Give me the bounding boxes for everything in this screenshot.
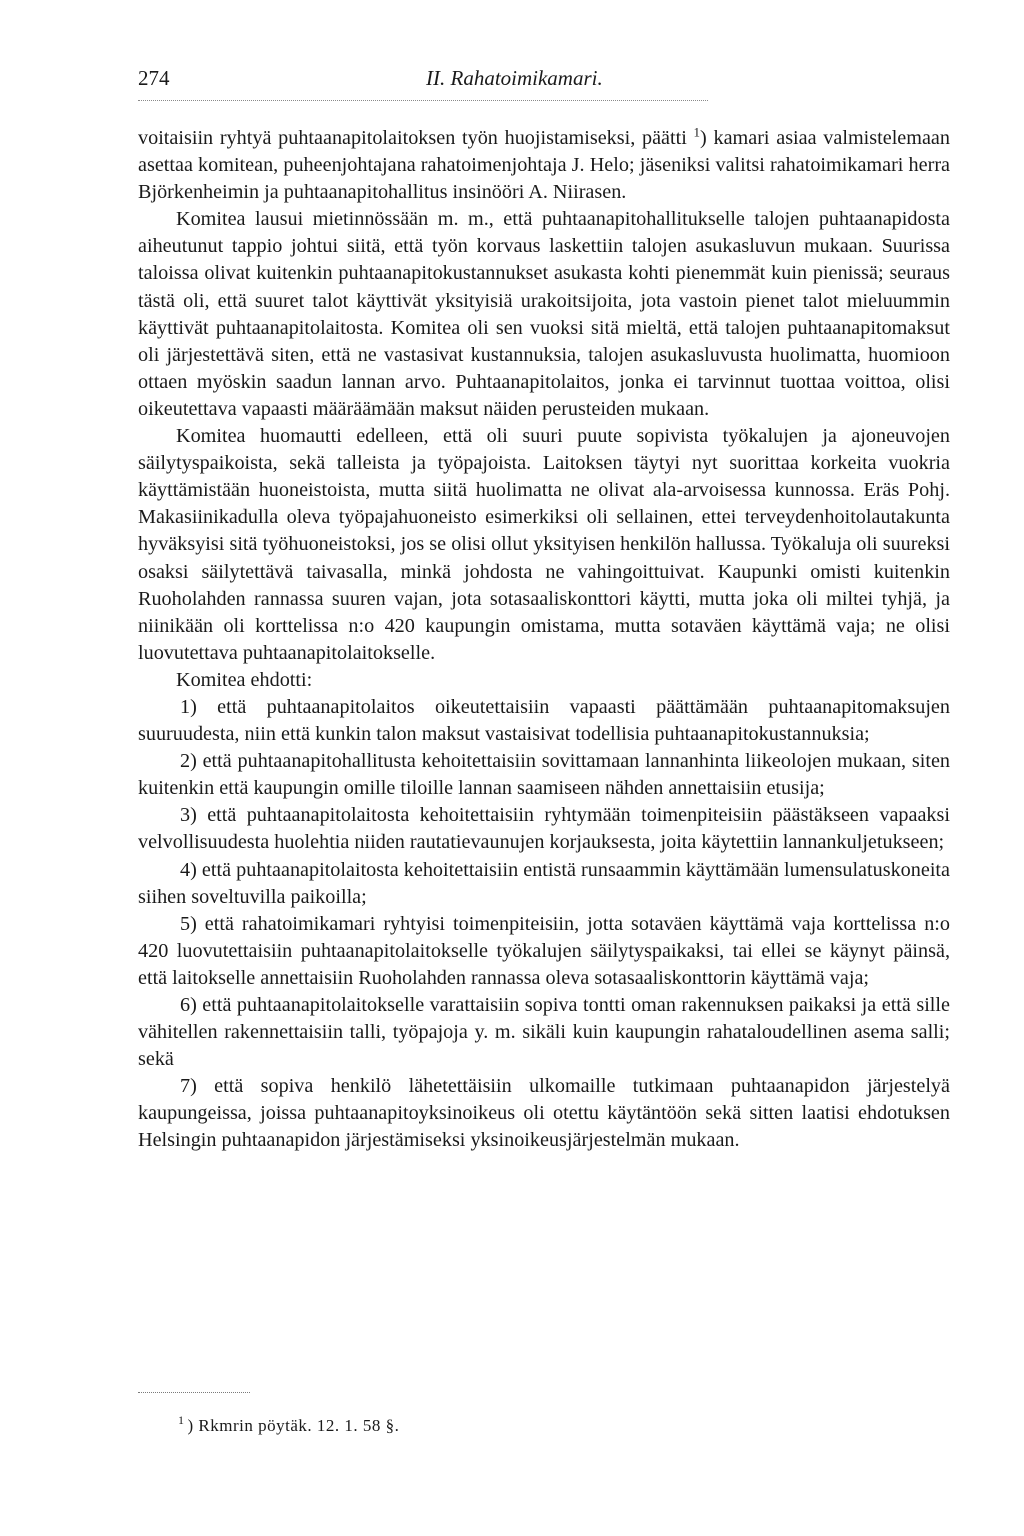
paragraph: Komitea lausui mietinnössään m. m., että puhtaanapitohallitukselle talojen puhtaanapidosta aiheutunut tappio johtui siitä, että työn korvaus laskettiin talojen asukasluvun mukaan. Suurissa taloissa olivat kuitenkin puhtaanapitokustannukset asukasta kohti pienemmät kuin pienissä; seuraus tästä oli, että suuret talot käyttivät yksityisiä urakoitsijoita, jota vastoin pienet talot mieluummin käyttivät puhtaanapitolaitosta. Komitea oli sen vuoksi sitä mieltä, että talojen puhtaanapitomaksut oli järjestettävä siten, että ne vastasivat kustannuksia, talojen asukasluvusta huolimatta, huomioon ottaen myöskin saadun lannan arvo. Puhtaanapitolaitos, jonka ei tarvinnut tuottaa voittoa, olisi oikeutettava vapaasti määräämään maksut näiden perusteiden mukaan. bbox=[138, 208, 950, 420]
footnote-mark: 1 bbox=[178, 1413, 185, 1428]
section-title: II. Rahatoimikamari. bbox=[426, 66, 603, 90]
paragraph bbox=[138, 125, 950, 206]
paragraph: Komitea ehdotti: bbox=[176, 668, 313, 691]
header-rule bbox=[138, 100, 708, 101]
running-head bbox=[138, 66, 958, 96]
list-item: 6) että puhtaanapitolaitokselle varattaisiin sopiva tontti oman rakennuksen paikaksi ja että sille vähitellen rakennettaisiin talli, työpajoja y. m. sikäli kuin kaupungin rahataloudellinen asema salli; sekä bbox=[138, 994, 950, 1071]
footnote bbox=[178, 1415, 399, 1437]
list-item: 1) että puhtaanapitolaitos oikeutettaisiin vapaasti päättämään puhtaanapitomaksujen suuruudesta, niin että kunkin talon maksut vastaisivat todellisia puhtaanapitokustannuksia; bbox=[138, 695, 950, 746]
paragraph-text: ) kamari asiaa valmistelemaan asettaa komitean, puheenjohtajana rahatoimenjohtaja J. Helo; jäseniksi valitsi rahatoimikamari herra Björkenheimin ja puhtaanapitohallitus insinööri A. Niirasen. bbox=[138, 127, 950, 204]
list-item: 2) että puhtaanapitohallitusta kehoitettaisiin sovittamaan lannanhinta liikeolojen mukaan, siten kuitenkin että kaupungin omille tiloille lannan saamiseen nähden annettaisiin etusija; bbox=[138, 750, 950, 800]
list-item: 3) että puhtaanapitolaitosta kehoitettaisiin ryhtymään toimenpiteisiin päästäkseen vapaaksi velvollisuudesta huolehtia niiden rautatievaunujen korjauksesta, joita käytettiin lannankuljetukseen; bbox=[138, 804, 950, 854]
body-text bbox=[138, 125, 950, 1155]
footnote-reference: 1 bbox=[693, 124, 701, 140]
page-number: 274 bbox=[138, 66, 170, 90]
list-item: 5) että rahatoimikamari ryhtyisi toimenpiteisiin, jotta sotaväen käyttämä vaja korttelissa n:o 420 luovutettaisiin puhtaanapitolaitokselle työkalujen säilytyspaikaksi, tai ellei se käynyt päinsä, että laitokselle annettaisiin Ruoholahden rannassa oleva sotasaaliskonttorin käyttämä vaja; bbox=[138, 912, 950, 989]
footnote-text: ) Rkmrin pöytäk. 12. 1. 58 §. bbox=[187, 1416, 400, 1435]
paragraph: Komitea huomautti edelleen, että oli suuri puute sopivista työkalujen ja ajoneuvojen säilytyspaikoista, sekä talleista ja työpajoista. Laitoksen täytyi nyt suorittaa korkeita vuokria käyttämistään huoneistoista, mutta siitä huolimatta ne olivat ala-arvoisessa kunnossa. Eräs Pohj. Makasiinikadulla oleva työpajahuoneisto esimerkiksi oli sellainen, ettei terveydenhoitolautakunta hyväksyisi sitä työhuoneistoksi, jos se olisi ollut yksityisen henkilön hallussa. Työkaluja oli suureksi osaksi säilytettävä taivasalla, minkä johdosta ne vahingoittuivat. Kaupunki omisti kuitenkin Ruoholahden rannassa suuren vajan, jota sotasaaliskonttori käytti, mutta joka oli miltei tyhjä, ja niinikään oli korttelissa n:o 420 kaupungin omistama, mutta sotaväen käyttämä vaja; ne olisi luovutettava puhtaanapitolaitokselle. bbox=[138, 425, 950, 664]
paragraph-text: voitaisiin ryhtyä puhtaanapitolaitoksen työn huojistamiseksi, päätti bbox=[138, 127, 687, 149]
list-item: 4) että puhtaanapitolaitosta kehoitettaisiin entistä runsaammin käyttämään lumensulatuskoneita siihen soveltuvilla paikoilla; bbox=[138, 858, 950, 908]
footnote-rule bbox=[138, 1392, 250, 1393]
list-item: 7) että sopiva henkilö lähetettäisiin ulkomaille tutkimaan puhtaanapidon järjestelyä kaupungeissa, joissa puhtaanapitoyksinoikeus oli otettu käytäntöön sekä sitten laatisi ehdotuksen Helsingin puhtaanapidon järjestämiseksi yksinoikeusjärjestelmän mukaan. bbox=[138, 1075, 950, 1152]
